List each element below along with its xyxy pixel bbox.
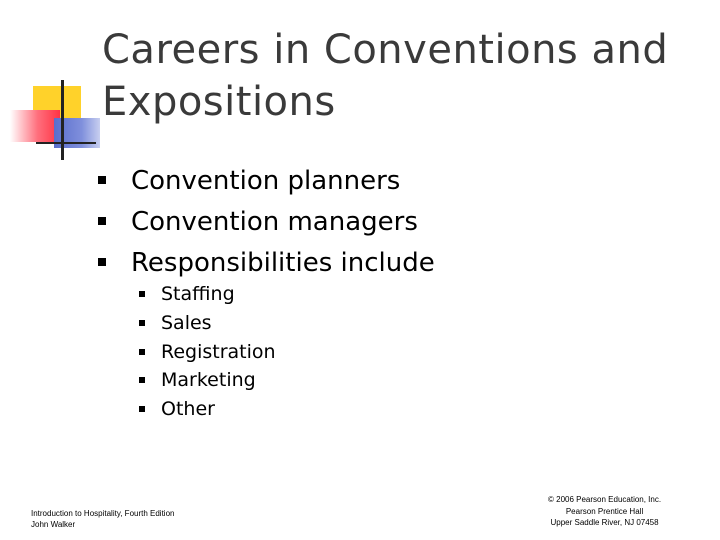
sub-bullet-text: Registration (161, 340, 276, 363)
square-bullet-icon (139, 291, 145, 297)
decorative-logo (0, 0, 110, 170)
square-bullet-icon (139, 320, 145, 326)
footer-copyright-line: © 2006 Pearson Education, Inc. (548, 495, 662, 504)
square-bullet-icon (98, 258, 106, 266)
sub-bullet-list (139, 280, 276, 424)
title-line-1: Careers in Conventions and (102, 27, 669, 73)
footer-address: Upper Saddle River, NJ 07458 (550, 518, 659, 527)
horizontal-line-decoration (36, 142, 96, 144)
square-bullet-icon (139, 349, 145, 355)
sub-bullet-item (139, 366, 276, 395)
bullet-item (98, 244, 435, 285)
square-bullet-icon (98, 176, 106, 184)
slide-title (102, 24, 702, 128)
footer-author: John Walker (31, 520, 76, 529)
sub-bullet-text: Sales (161, 311, 212, 334)
footer-book-info (31, 508, 174, 530)
sub-bullet-text: Other (161, 398, 215, 421)
sub-bullet-item (139, 280, 276, 309)
title-line-2: Expositions (102, 79, 336, 125)
square-bullet-icon (139, 406, 145, 412)
bullet-list (98, 162, 435, 285)
square-bullet-icon (139, 377, 145, 383)
sub-bullet-text: Staffing (161, 283, 235, 305)
bullet-item (98, 203, 435, 244)
square-bullet-icon (98, 217, 106, 225)
sub-bullet-item (139, 309, 276, 338)
vertical-line-decoration (61, 80, 64, 160)
sub-bullet-item (139, 395, 276, 424)
footer-publisher: Pearson Prentice Hall (565, 506, 644, 516)
bullet-item (98, 162, 435, 203)
footer-book-title: Introduction to Hospitality, Fourth Edition (31, 509, 175, 518)
bullet-text: Convention managers (131, 207, 418, 237)
sub-bullet-item (139, 338, 276, 367)
red-gradient-decoration (10, 110, 60, 142)
footer-copyright (548, 494, 661, 529)
sub-bullet-text: Marketing (161, 369, 256, 392)
bullet-text: Responsibilities include (131, 248, 435, 278)
bullet-text: Convention planners (131, 166, 401, 196)
